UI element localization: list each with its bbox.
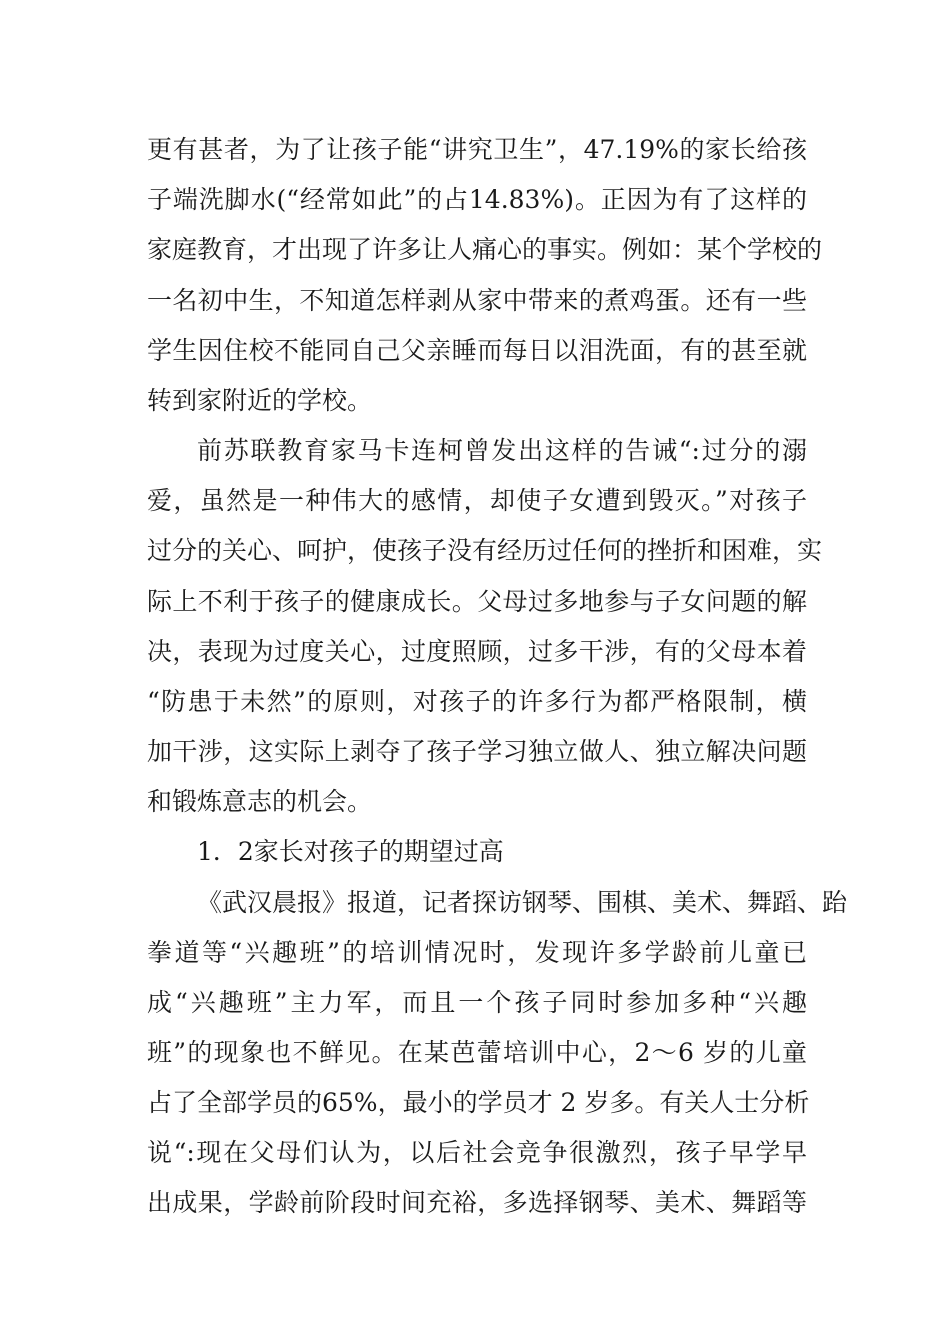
text-line: 出成果，学龄前阶段时间充裕，多选择钢琴、美术、舞蹈等 bbox=[147, 1188, 807, 1217]
text-line: 爱，虽然是一种伟大的感情，却使子女遭到毁灭。”对孩子 bbox=[147, 486, 807, 515]
text-line: 子端洗脚水(“经常如此”的占14.83%)。正因为有了这样的 bbox=[147, 185, 807, 214]
text-line: 成“兴趣班”主力军，而且一个孩子同时参加多种“兴趣 bbox=[147, 988, 807, 1017]
text-line: 一名初中生，不知道怎样剥从家中带来的煮鸡蛋。还有一些 bbox=[147, 286, 807, 315]
text-line: 学生因住校不能同自己父亲睡而每日以泪洗面，有的甚至就 bbox=[147, 336, 807, 365]
paragraph-first-line: 前苏联教育家马卡连柯曾发出这样的告诫“:过分的溺 bbox=[197, 436, 807, 465]
text-line: 家庭教育，才出现了许多让人痛心的事实。例如：某个学校的 bbox=[147, 235, 823, 264]
text-line: 和锻炼意志的机会。 bbox=[147, 787, 373, 816]
text-line: 际上不利于孩子的健康成长。父母过多地参与子女问题的解 bbox=[147, 587, 807, 616]
text-line: “防患于未然”的原则，对孩子的许多行为都严格限制，横 bbox=[147, 687, 807, 716]
text-line: 说“:现在父母们认为，以后社会竞争很激烈，孩子早学早 bbox=[147, 1138, 807, 1167]
text-line: 过分的关心、呵护，使孩子没有经历过任何的挫折和困难，实 bbox=[147, 536, 823, 565]
text-line: 加干涉，这实际上剥夺了孩子学习独立做人、独立解决问题 bbox=[147, 737, 807, 766]
text-line: 占了全部学员的65%，最小的学员才 2 岁多。有关人士分析 bbox=[147, 1088, 810, 1117]
text-line: 班”的现象也不鲜见。在某芭蕾培训中心，2～6 岁的儿童 bbox=[147, 1038, 807, 1067]
paragraph-first-line: 《武汉晨报》报道，记者探访钢琴、围棋、美术、舞蹈、跆 bbox=[197, 888, 848, 917]
text-line: 拳道等“兴趣班”的培训情况时，发现许多学龄前儿童已 bbox=[147, 938, 807, 967]
section-heading: 1．2家长对孩子的期望过高 bbox=[197, 837, 504, 866]
text-line: 决，表现为过度关心，过度照顾，过多干涉，有的父母本着 bbox=[147, 637, 807, 666]
text-line: 更有甚者，为了让孩子能“讲究卫生”，47.19%的家长给孩 bbox=[147, 135, 807, 164]
text-line: 转到家附近的学校。 bbox=[147, 386, 373, 415]
